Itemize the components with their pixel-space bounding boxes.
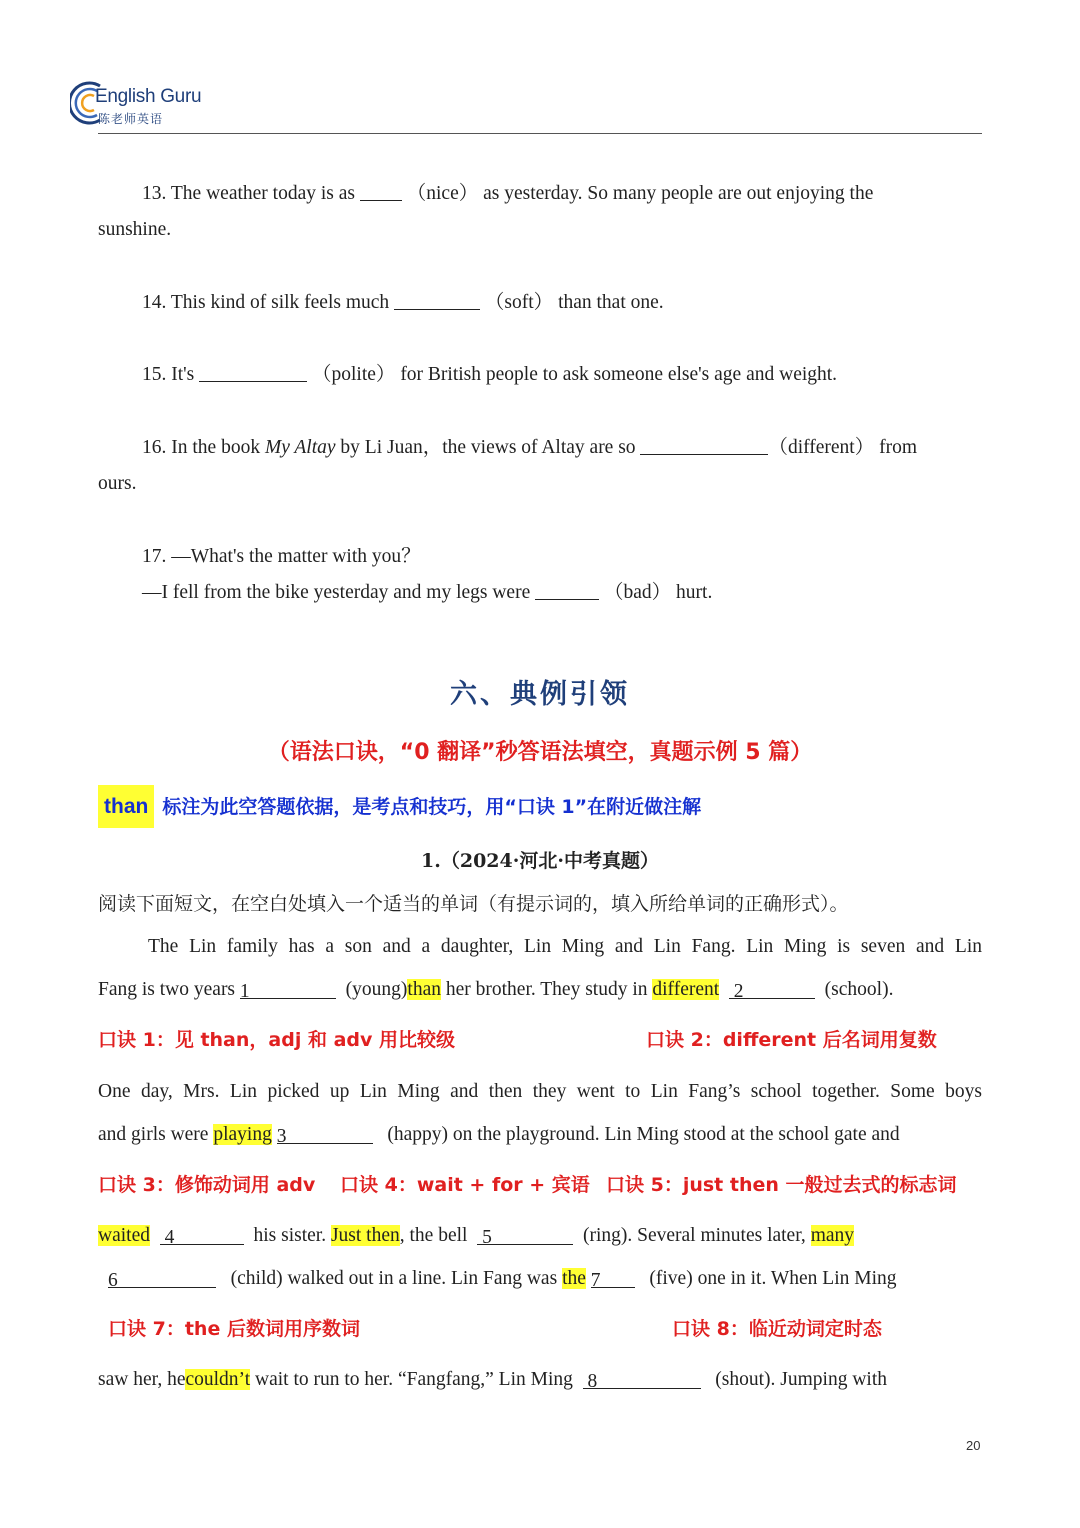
q13-text-a: 13. The weather today is as	[142, 183, 355, 204]
question-16	[142, 434, 917, 462]
blank-2	[729, 978, 815, 1002]
blank-6	[108, 1267, 216, 1291]
text: (school).	[824, 979, 894, 1000]
passage-line-7	[98, 1366, 887, 1394]
passage-line-4	[98, 1121, 900, 1149]
logo	[70, 78, 230, 128]
blank-number: 6	[108, 1270, 118, 1291]
text: (five) one in it. When Lin Ming	[649, 1268, 897, 1289]
header-divider	[98, 133, 982, 134]
text: saw her, he	[98, 1369, 186, 1390]
blank-number: 5	[482, 1227, 492, 1248]
q15-hint: （polite）	[312, 364, 396, 385]
q16-line2: ours.	[98, 473, 137, 494]
note-sample-word: than	[98, 785, 154, 828]
blank-number: 4	[164, 1227, 175, 1248]
blank-number: 3	[276, 1126, 287, 1147]
page-number: 20	[966, 1438, 981, 1453]
tip-5: 口诀 5：just then 一般过去式的标志词	[606, 1174, 957, 1196]
cue-different: different	[652, 979, 720, 1000]
passage-line-1: The Lin family has a son and a daughter, Lin Ming and Lin Fang. Lin Ming is seven and Lin	[148, 936, 982, 957]
text: Fang is two years	[98, 979, 236, 1000]
q14-text-b: than that one.	[558, 292, 664, 313]
question-17-line2	[142, 579, 712, 607]
q16-text-a: 16. In the book	[142, 437, 261, 458]
cue-couldnt: couldn’t	[185, 1369, 251, 1390]
tip-3: 口诀 3：修饰动词用 adv	[98, 1174, 316, 1196]
q16-hint: （different）	[768, 437, 875, 458]
text: , the bell	[399, 1225, 468, 1246]
q14-text-a: 14. This kind of silk feels much	[142, 292, 390, 313]
q17-text-a: —I fell from the bike yesterday and my legs were	[142, 582, 531, 603]
note-text: 标注为此空答题依据，是考点和技巧，用“口诀 1”在附近做注解	[162, 796, 702, 818]
blank-number: 7	[590, 1270, 601, 1291]
blank-number: 2	[733, 981, 744, 1002]
cue-just-then: Just then	[330, 1225, 400, 1246]
blank-1	[239, 978, 336, 1002]
q13-blank	[360, 180, 402, 201]
q17-text-b: hurt.	[676, 582, 713, 603]
cue-than: than	[407, 979, 441, 1000]
q14-hint: （soft）	[484, 292, 554, 313]
text: (young)	[345, 979, 408, 1000]
tip-2: 口诀 2：different 后名词用复数	[646, 1029, 937, 1051]
tip-7: 口诀 7：the 后数词用序数词	[108, 1318, 360, 1340]
q15-text-b: for British people to ask someone else's age and weight.	[400, 364, 838, 385]
section-title: 六、典例引领	[450, 679, 630, 710]
q16-text-b: by Li Juan，the views of Altay are so	[340, 437, 636, 458]
logo-text-en: English Guru	[95, 86, 202, 107]
cue-waited: waited	[98, 1225, 150, 1246]
passage-instruction: 阅读下面短文，在空白处填入一个适当的单词（有提示词的，填入所给单词的正确形式）。	[98, 893, 849, 915]
question-17-line1: 17. —What's the matter with you？	[142, 546, 421, 567]
passage-line-5	[98, 1222, 854, 1250]
passage-line-2	[98, 976, 893, 1004]
question-13	[142, 180, 873, 208]
q17-hint: （bad）	[604, 582, 672, 603]
blank-5	[477, 1224, 573, 1248]
q17-blank	[535, 579, 599, 600]
blank-number: 1	[239, 981, 250, 1002]
text: (child) walked out in a line. Lin Fang was	[230, 1268, 558, 1289]
text: and girls were	[98, 1124, 209, 1145]
highlight-note	[98, 792, 701, 819]
q16-book-title: My Altay	[264, 437, 336, 458]
passage-line-3: One day, Mrs. Lin picked up Lin Ming and then they went to Lin Fang’s school together. Some boys	[98, 1081, 982, 1102]
question-14	[142, 289, 664, 317]
blank-3	[276, 1123, 373, 1147]
q15-text-a: 15. It's	[142, 364, 195, 385]
q14-blank	[394, 289, 480, 310]
blank-8	[583, 1368, 701, 1392]
tip-4: 口诀 4：wait + for + 宾语	[340, 1174, 590, 1196]
section-subtitle: （语法口诀，“0 翻译”秒答语法填空，真题示例 5 篇）	[267, 740, 813, 765]
text: his sister.	[253, 1225, 327, 1246]
question-15	[142, 361, 837, 389]
cue-many: many	[810, 1225, 855, 1246]
text: (shout). Jumping with	[715, 1369, 887, 1390]
q13-line2: sunshine.	[98, 219, 172, 240]
passage-line-6	[108, 1265, 897, 1293]
blank-4	[160, 1224, 244, 1248]
blank-7	[590, 1267, 635, 1291]
q13-hint: （nice）	[406, 183, 479, 204]
text: (happy) on the playground. Lin Ming stood at the school gate and	[387, 1124, 900, 1145]
cue-the: the	[562, 1268, 586, 1289]
text: her brother. They study in	[445, 979, 648, 1000]
text: (ring). Several minutes later,	[582, 1225, 806, 1246]
passage-heading: 1.（2024·河北·中考真题）	[421, 850, 659, 872]
q13-text-b: as yesterday. So many people are out enjoying the	[483, 183, 874, 204]
q16-text-c: from	[879, 437, 917, 458]
logo-text-cn: 陈老师英语	[98, 112, 164, 126]
q15-blank	[199, 361, 307, 382]
cue-playing: playing	[213, 1124, 272, 1145]
tip-8: 口诀 8：临近动词定时态	[672, 1318, 882, 1340]
text: wait to run to her. “Fangfang,” Lin Ming	[255, 1369, 573, 1390]
tip-1: 口诀 1：见 than，adj 和 adv 用比较级	[98, 1029, 455, 1051]
q16-blank	[640, 434, 768, 455]
blank-number: 8	[587, 1371, 598, 1392]
